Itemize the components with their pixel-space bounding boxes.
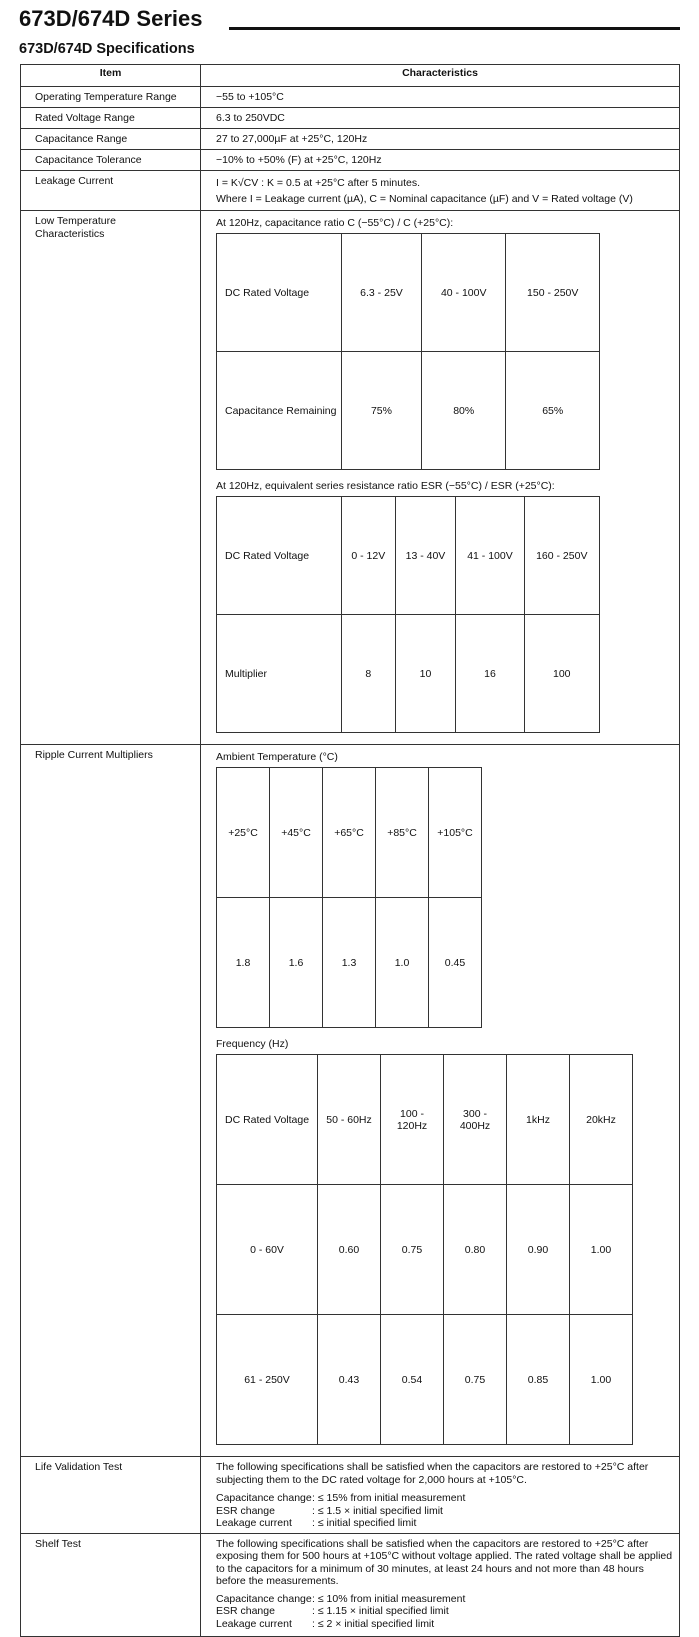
series-title: 673D/674D Series xyxy=(19,6,203,31)
header-row xyxy=(21,65,680,87)
item-cell: Leakage Current xyxy=(21,171,201,211)
table-row: 61 - 250V 0.43 0.54 0.75 0.85 1.00 xyxy=(217,1315,633,1445)
value-cell xyxy=(201,171,680,211)
spec-row-ripple xyxy=(21,745,680,1457)
life-test-text: The following specifications shall be satisfied when the capacitors are restored to +25°C after subjecting them to the DC rated voltage for 2,000 hours at +105°C. xyxy=(216,1461,649,1486)
criteria-line: Capacitance change: ≤ 10% from initial measurement xyxy=(216,1592,466,1605)
item-cell: Rated Voltage Range xyxy=(21,108,201,129)
table-row: DC Rated Voltage 0 - 12V 13 - 40V 41 - 100V 160 - 250V xyxy=(217,497,600,615)
item-cell: Shelf Test xyxy=(21,1533,201,1636)
item-cell: Capacitance Tolerance xyxy=(21,150,201,171)
spec-row-low-temp xyxy=(21,211,680,745)
value-cell: 6.3 to 250VDC xyxy=(201,108,680,129)
cap-ratio-intro: At 120Hz, capacitance ratio C (−55°C) / C (+25°C): xyxy=(216,217,454,229)
value-cell xyxy=(201,1533,680,1636)
item-cell: Ripple Current Multipliers xyxy=(21,745,201,1457)
criteria-line: Leakage current : ≤ 2 × initial specified limit xyxy=(216,1617,435,1630)
spec-row-life-test xyxy=(21,1457,680,1534)
spec-row-leakage xyxy=(21,171,680,211)
spec-table xyxy=(20,64,680,1637)
item-cell: Life Validation Test xyxy=(21,1457,201,1534)
criteria-line: Leakage current : ≤ initial specified limit xyxy=(216,1517,417,1529)
cap-ratio-table xyxy=(216,233,600,470)
title-rule xyxy=(229,27,680,30)
temp-multiplier-table xyxy=(216,767,482,1028)
criteria-line: Capacitance change: ≤ 15% from initial measurement xyxy=(216,1492,466,1504)
table-row: DC Rated Voltage 50 - 60Hz 100 - 120Hz 300 - 400Hz 1kHz 20kHz xyxy=(217,1055,633,1185)
frequency-multiplier-table xyxy=(216,1054,633,1445)
item-cell: Low Temperature Characteristics xyxy=(21,211,201,745)
item-cell: Operating Temperature Range xyxy=(21,87,201,108)
spec-heading: 673D/674D Specifications xyxy=(19,41,195,57)
characteristics-header: Characteristics xyxy=(201,65,680,87)
value-cell xyxy=(201,211,680,745)
spec-row-capacitance-tolerance xyxy=(21,150,680,171)
value-cell: −55 to +105°C xyxy=(201,87,680,108)
spec-row-capacitance-range xyxy=(21,129,680,150)
table-row: DC Rated Voltage 6.3 - 25V 40 - 100V 150 - 250V xyxy=(217,234,600,352)
table-row: 0 - 60V 0.60 0.75 0.80 0.90 1.00 xyxy=(217,1185,633,1315)
item-cell: Capacitance Range xyxy=(21,129,201,150)
table-row: 1.8 1.6 1.3 1.0 0.45 xyxy=(217,898,482,1028)
value-cell xyxy=(201,745,680,1457)
value-cell: 27 to 27,000µF at +25°C, 120Hz xyxy=(201,129,680,150)
value-cell: −10% to +50% (F) at +25°C, 120Hz xyxy=(201,150,680,171)
esr-ratio-intro: At 120Hz, equivalent series resistance ratio ESR (−55°C) / ESR (+25°C): xyxy=(216,480,555,492)
item-header: Item xyxy=(21,65,201,87)
esr-ratio-table xyxy=(216,496,600,733)
table-row: Capacitance Remaining 75% 80% 65% xyxy=(217,352,600,470)
spec-row-rated-voltage xyxy=(21,108,680,129)
ambient-temp-label: Ambient Temperature (°C) xyxy=(216,751,338,763)
spec-row-operating-temp xyxy=(21,87,680,108)
leakage-formula: I = K√CV : K = 0.5 at +25°C after 5 minutes. xyxy=(216,177,421,189)
table-row: Multiplier 8 10 16 100 xyxy=(217,615,600,733)
spec-row-shelf-test xyxy=(21,1533,680,1636)
criteria-line: ESR change : ≤ 1.5 × initial specified limit xyxy=(216,1504,443,1517)
leakage-definitions: Where I = Leakage current (µA), C = Nominal capacitance (µF) and V = Rated voltage (V) xyxy=(216,193,633,205)
value-cell xyxy=(201,1457,680,1534)
table-row: +25°C +45°C +65°C +85°C +105°C xyxy=(217,768,482,898)
criteria-line: ESR change : ≤ 1.15 × initial specified limit xyxy=(216,1605,449,1617)
shelf-test-text: The following specifications shall be satisfied when the capacitors are restored to +25°C after exposing them for 500 hours at +105°C without voltage applied. The rated voltage shall be applied to the capacitors for a minimum of 30 minutes, at least 24 hours and not more than 48 hours before the measurements. xyxy=(216,1537,673,1587)
frequency-label: Frequency (Hz) xyxy=(216,1038,289,1050)
